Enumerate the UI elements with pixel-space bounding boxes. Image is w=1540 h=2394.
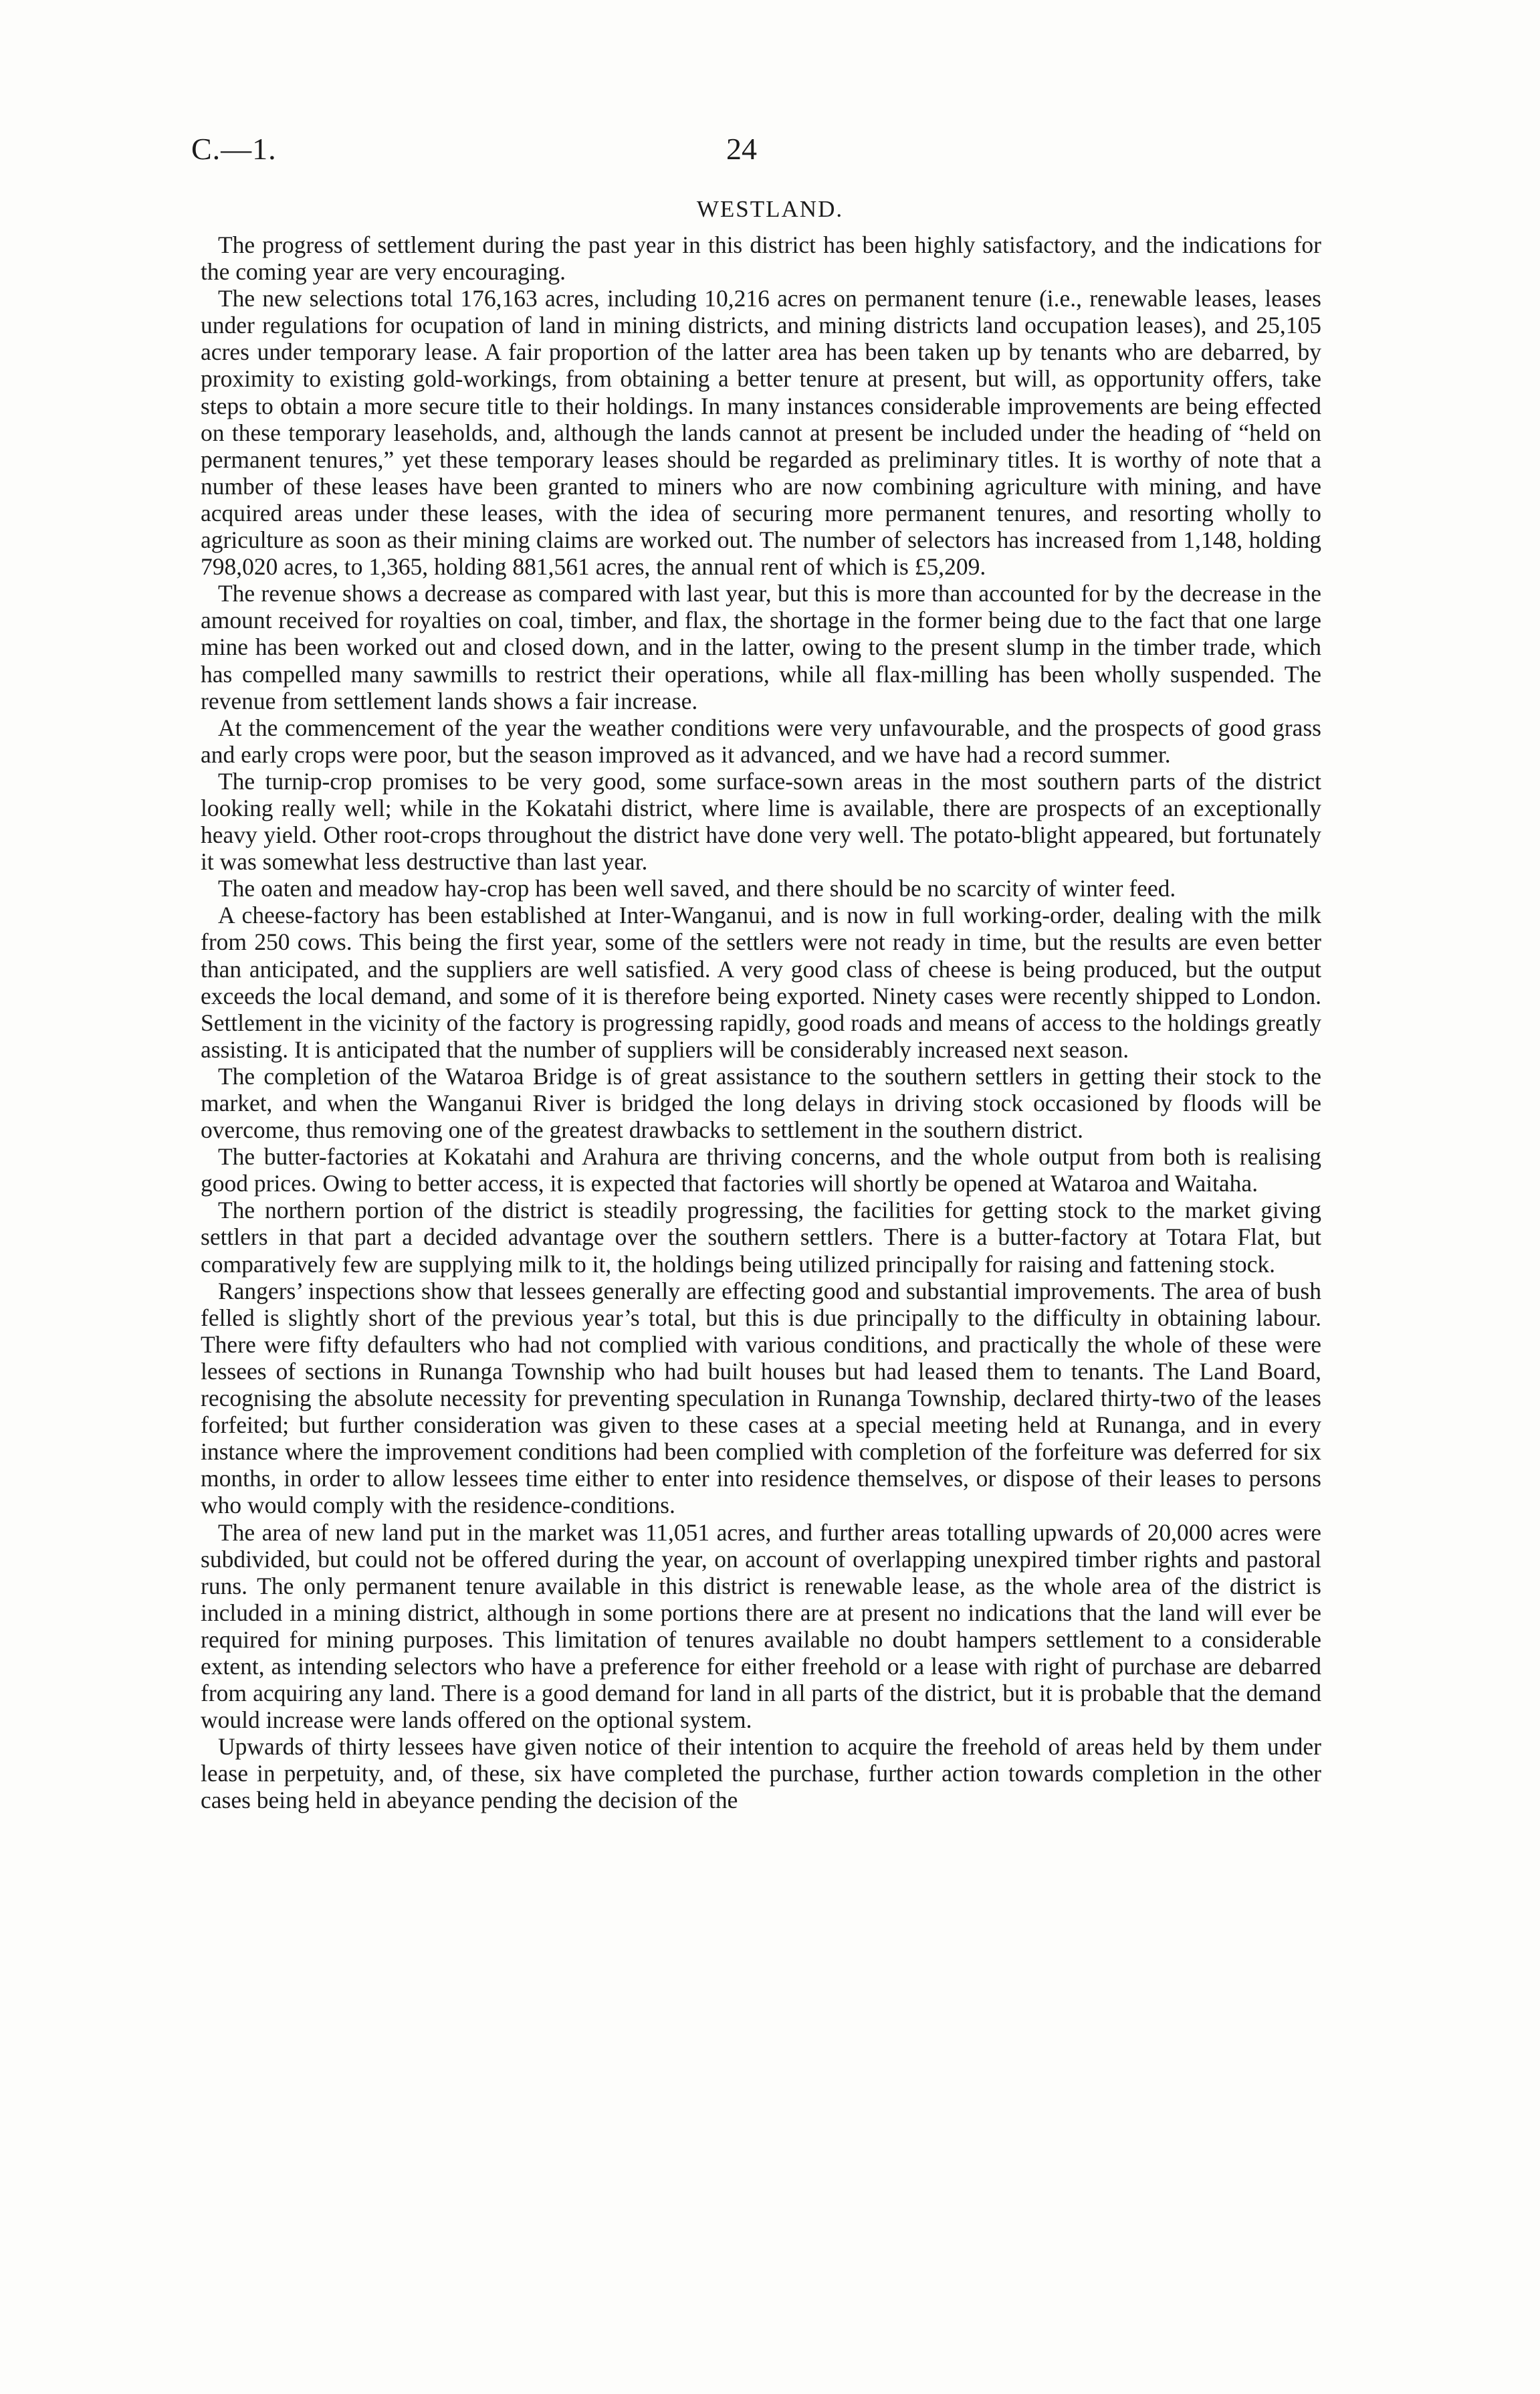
paragraph: The oaten and meadow hay-crop has been well saved, and there should be no scarcity of winter feed. bbox=[218, 875, 1176, 902]
paragraph: A cheese-factory has been established at Inter-Wanganui, and is now in full working-order, dealing with the milk from 250 cows. This being the first year, some of the settlers were not ready in time, but the results are even better than anticipated, and the suppliers are well satisfied. A very good class of cheese is being produced, but the output exceeds the local demand, and some of it is therefore being exported. Ninety cases were recently shipped to London. Settlement in the vicinity of the factory is progressing rapidly, good roads and means of access to the holdings greatly assisting. It is anticipated that the number of suppliers will be considerably increased next season. bbox=[201, 902, 1321, 1063]
paragraph: Rangers’ inspections show that lessees generally are effecting good and substantial improvements. The area of bush felled is slightly short of the previous year’s total, but this is due principally to the difficulty in obtaining labour. There were fifty defaulters who had not complied with various conditions, and practically the whole of these were lessees of sections in Runanga Township who had built houses but had leased them to tenants. The Land Board, recognising the absolute necessity for preventing speculation in Runanga Township, declared thirty-two of the leases forfeited; but further consideration was given to these cases at a special meeting held at Runanga, and in every instance where the improvement conditions had been complied with completion of the forfeiture was deferred for six months, in order to allow lessees time either to enter into residence themselves, or dispose of their leases to persons who would comply with the residence-conditions. bbox=[201, 1277, 1321, 1519]
paragraph: The area of new land put in the market was 11,051 acres, and further areas totalling upwards of 20,000 acres were subdivided, but could not be offered during the year, on account of overlapping unexpired timber rights and pastoral runs. The only permanent tenure available in this district is renewable lease, as the whole area of the district is included in a mining district, although in some portions there are at present no indications that the land will ever be required for mining purposes. This limitation of tenures available no doubt hampers settlement to a considerable extent, as intending selectors who have a preference for either freehold or a lease with right of purchase are debarred from acquiring any land. There is a good demand for land in all parts of the district, but it is probable that the demand would increase were lands offered on the optional system. bbox=[201, 1518, 1321, 1734]
running-head bbox=[191, 131, 1321, 171]
paragraph: The northern portion of the district is steadily progressing, the facilities for getting stock to the market giving settlers in that part a decided advantage over the southern settlers. There is a butter-factory at Totara Flat, but comparatively few are supplying milk to it, the holdings being utilized principally for raising and fattening stock. bbox=[201, 1197, 1321, 1278]
paragraph: The progress of settlement during the past year in this district has been highly satisfactory, and the indications for the coming year are very encouraging. bbox=[201, 231, 1321, 286]
paragraph: The completion of the Wataroa Bridge is of great assistance to the southern settlers in getting their stock to the market, and when the Wanganui River is bridged the long delays in driving stock occasioned by floods will be overcome, thus removing one of the greatest drawbacks to settlement in the southern district. bbox=[201, 1062, 1321, 1144]
page-number: 24 bbox=[726, 132, 757, 166]
paragraph: The revenue shows a decrease as compared with last year, but this is more than accounted for by the decrease in the amount received for royalties on coal, timber, and flax, the shortage in the former being due to the fact that one large mine has been worked out and closed down, and in the latter, owing to the present slump in the timber trade, which has compelled many sawmills to restrict their operations, while all flax-milling has been wholly suspended. The revenue from settlement lands shows a fair increase. bbox=[201, 580, 1321, 714]
paragraph: The new selections total 176,163 acres, including 10,216 acres on permanent tenure (i.e., renewable leases, leases under regulations for ocupation of land in mining districts, and mining districts land occupation leases), and 25,105 acres under temporary lease. A fair proportion of the latter area has been taken up by tenants who are debarred, by proximity to existing gold-workings, from obtaining a better tenure at present, but will, as opportunity offers, take steps to obtain a more secure title to their holdings. In many instances considerable improvements are being effected on these temporary leaseholds, and, although the lands cannot at present be included under the heading of “held on permanent tenures,” yet these temporary leases should be regarded as preliminary titles. It is worthy of note that a number of these leases have been granted to miners who are now combining agriculture with mining, and have acquired areas under these leases, with the idea of securing more permanent tenures, and resorting wholly to agriculture as soon as their mining claims are worked out. The number of selectors has increased from 1,148, holding 798,020 acres, to 1,365, holding 881,561 acres, the annual rent of which is £5,209. bbox=[201, 285, 1321, 581]
document-code: C.—1. bbox=[191, 132, 277, 166]
paragraph: Upwards of thirty lessees have given notice of their intention to acquire the freehold of areas held by them under lease in perpetuity, and, of these, six have completed the purchase, further action towards completion in the other cases being held in abeyance pending the decision of the bbox=[201, 1733, 1321, 1814]
paragraph: At the commencement of the year the weather conditions were very unfavourable, and the prospects of good grass and early crops were poor, but the season improved as it advanced, and we have had a record summer. bbox=[201, 714, 1321, 768]
section-title: WESTLAND. bbox=[696, 196, 844, 222]
paragraph: The butter-factories at Kokatahi and Arahura are thriving concerns, and the whole output from both is realising good prices. Owing to better access, it is expected that factories will shortly be opened at Wataroa and Waitaha. bbox=[201, 1143, 1321, 1197]
body-text bbox=[201, 231, 1321, 1814]
paragraph: The turnip-crop promises to be very good, some surface-sown areas in the most southern parts of the district looking really well; while in the Kokatahi district, where lime is available, there are prospects of an exceptionally heavy yield. Other root-crops throughout the district have done very well. The potato-blight appeared, but fortunately it was somewhat less destructive than last year. bbox=[201, 767, 1321, 876]
